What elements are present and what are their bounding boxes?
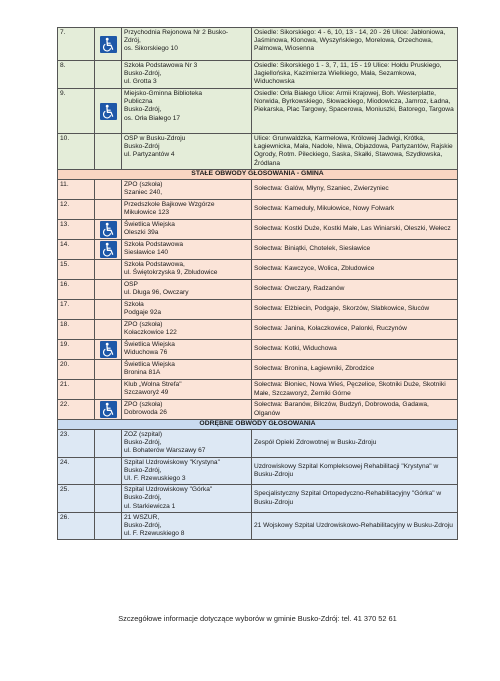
station-number: 23. [58, 430, 95, 458]
address-line: Busko-Zdrój, [124, 439, 162, 447]
address-line: Szkoła Podstawowa, [124, 261, 185, 268]
accessibility-cell [95, 380, 122, 400]
address-line: Szkoła Podstawowa Nr 3 [124, 62, 198, 69]
accessibility-cell [95, 240, 122, 260]
table-row [58, 28, 458, 61]
address-line: Widuchowa 76 [124, 349, 168, 357]
accessibility-cell [95, 200, 122, 220]
footer-contact-info: Szczegółowe informacje dotyczące wyborów w gminie Busko-Zdrój: tel. 41 370 52 61 [118, 614, 397, 623]
station-address [122, 320, 252, 340]
table-row [58, 300, 458, 320]
address-line: os. Sikorskiego 10 [124, 45, 178, 53]
table-row [58, 340, 458, 360]
district-area: 21 Wojskowy Szpital Uzdrowiskowo-Rehabilitacyjny w Busku-Zdroju [252, 512, 458, 540]
wheelchair-icon [100, 36, 117, 53]
station-number: 21. [58, 380, 95, 400]
station-address [122, 260, 252, 280]
district-area: Sołectwa: Elżbiecin, Podgaje, Skorzów, Słabkowice, Słuców [252, 300, 458, 320]
wheelchair-icon [100, 241, 117, 258]
station-number: 25. [58, 485, 95, 513]
district-area: Sołectwa: Kotki, Widuchowa [252, 340, 458, 360]
address-line: Przychodnia Rejonowa Nr 2 Busko- [124, 29, 229, 36]
station-number: 10. [58, 134, 95, 170]
section-header-gmina [58, 170, 458, 180]
station-address [122, 300, 252, 320]
accessibility-cell [95, 360, 122, 380]
address-line: Busko-Zdrój, [124, 494, 162, 502]
address-line: ul. Starkiewicza 1 [124, 502, 176, 510]
address-line: Świetlica Wiejska [124, 221, 175, 228]
station-number: 19. [58, 340, 95, 360]
district-area: Sołectwa: Galów, Młyny, Szaniec, Zwierzyniec [252, 180, 458, 200]
accessibility-cell [95, 400, 122, 420]
address-line: ul. Długa 96, Owczary [124, 289, 189, 297]
table-row [58, 485, 458, 513]
station-address [122, 200, 252, 220]
address-line: ul. Świętokrzyska 9, Zbludowice [124, 269, 218, 277]
address-line: Klub „Wolna Strefa" [124, 381, 182, 388]
address-line: Siesławice 140 [124, 249, 168, 257]
table-row [58, 180, 458, 200]
district-area: Sołectwa: Owczary, Radzanów [252, 280, 458, 300]
accessibility-cell [95, 89, 122, 134]
address-line: Szaniec 240, [124, 189, 163, 197]
address-line: Świetlica Wiejska [124, 361, 175, 368]
district-area: Zespół Opieki Zdrowotnej w Busku-Zdroju [252, 430, 458, 458]
accessibility-cell [95, 457, 122, 485]
accessibility-cell [95, 134, 122, 170]
district-area: Osiedle: Sikorskiego 1 - 3, 7, 11, 15 - 19 Ulice: Hołdu Pruskiego, Jagiellońska, Kazimierza Wielkiego, Mała, Sezamkowa, Widuchowska [252, 61, 458, 89]
station-address [122, 360, 252, 380]
station-number: 18. [58, 320, 95, 340]
station-address [122, 61, 252, 89]
address-line: os. Orła Białego 17 [124, 114, 181, 122]
district-area: Ulice: Grunwaldzka, Karmelowa, Królowej Jadwigi, Krótka, Łagiewnicka, Mała, Nadole, Niwa, Objazdowa, Partyzantów, Rajskie Ogrody, Rotm. Pileckiego, Saska, Skałki, Stawowa, Szydłowska, Źródlana [252, 134, 458, 170]
address-line: Mikułowice 123 [124, 209, 170, 217]
table-row [58, 200, 458, 220]
section-title: STAŁE OBWODY GŁOSOWANIA - GMINA [58, 170, 458, 180]
polling-stations-table [57, 27, 458, 540]
address-line: Busko-Zdrój, [124, 106, 162, 114]
address-line: Oleszki 39a [124, 229, 159, 237]
address-line: ul. Grotta 3 [124, 78, 157, 86]
address-line: Zdrój, [124, 37, 141, 45]
district-area: Uzdrowiskowy Szpital Kompleksowej Rehabilitacji "Krystyna" w Busku-Zdroju [252, 457, 458, 485]
accessibility-cell [95, 340, 122, 360]
station-number: 20. [58, 360, 95, 380]
district-area: Sołectwa: Bronina, Łagiewniki, Zbrodzice [252, 360, 458, 380]
station-number: 17. [58, 300, 95, 320]
station-address [122, 380, 252, 400]
station-number: 7. [58, 28, 95, 61]
station-address [122, 400, 252, 420]
table-row [58, 512, 458, 540]
accessibility-cell [95, 300, 122, 320]
accessibility-cell [95, 61, 122, 89]
address-line: ul. Partyzantów 4 [124, 151, 175, 159]
address-line: Podgaje 92a [124, 309, 162, 317]
station-number: 8. [58, 61, 95, 89]
section-header-odrebne [58, 420, 458, 430]
accessibility-cell [95, 280, 122, 300]
station-address [122, 457, 252, 485]
table-row [58, 360, 458, 380]
accessibility-cell [95, 28, 122, 61]
station-number: 13. [58, 220, 95, 240]
accessibility-cell [95, 260, 122, 280]
accessibility-cell [95, 512, 122, 540]
wheelchair-icon [100, 401, 117, 418]
address-line: Szkoła Podstawowa [124, 241, 184, 248]
district-area: Sołectwa: Biniątki, Chotelek, Siesławice [252, 240, 458, 260]
wheelchair-icon [100, 103, 117, 120]
station-number: 24. [58, 457, 95, 485]
station-address [122, 512, 252, 540]
district-area: Specjalistyczny Szpital Ortopedyczno-Rehabilitacyjny "Górka" w Busku-Zdroju [252, 485, 458, 513]
station-address [122, 340, 252, 360]
address-line: ul. Bohaterów Warszawy 67 [124, 447, 206, 455]
table-row [58, 61, 458, 89]
station-address [122, 280, 252, 300]
address-line: Publiczna [124, 98, 153, 106]
address-line: OSP w Busku-Zdroju [124, 135, 186, 142]
station-number: 12. [58, 200, 95, 220]
table-row [58, 134, 458, 170]
district-area: Sołectwa: Błoniec, Nowa Wieś, Pęczelice, Skotniki Duże, Skotniki Małe, Szczaworyż, Żerniki Górne [252, 380, 458, 400]
station-number: 26. [58, 512, 95, 540]
address-line: 21 WSZUR, [124, 513, 160, 521]
district-area: Sołectwa: Kawczyce, Wolica, Zbludowice [252, 260, 458, 280]
address-line: Busko-Zdrój, [124, 522, 162, 530]
district-area: Sołectwa: Janina, Kołaczkowice, Palonki, Ruczynów [252, 320, 458, 340]
accessibility-cell [95, 430, 122, 458]
station-address [122, 134, 252, 170]
station-address [122, 485, 252, 513]
address-line: Kołaczkowice 122 [124, 329, 177, 337]
table-row [58, 400, 458, 420]
address-line: Szpital Uzdrowiskowy "Krystyna" [124, 458, 220, 466]
accessibility-cell [95, 220, 122, 240]
address-line: OSP [124, 281, 138, 288]
address-line: Miejsko-Gminna Biblioteka [124, 90, 203, 97]
table-row [58, 280, 458, 300]
address-line: Busko-Zdrój, [124, 70, 162, 78]
address-line: Busko-Zdrój [124, 143, 160, 151]
address-line: ZPO (szkoła) [124, 401, 163, 408]
address-line: ZPO (szkoła) [124, 321, 163, 328]
address-line: Szpital Uzdrowiskowy "Górka" [124, 486, 213, 494]
accessibility-cell [95, 180, 122, 200]
table-row [58, 457, 458, 485]
station-address [122, 240, 252, 260]
station-number: 22. [58, 400, 95, 420]
address-line: ZOZ (szpital) [124, 431, 163, 438]
address-line: Przedszkole Bajkowe Wzgórze [124, 201, 215, 208]
district-area: Sołectwa: Baranów, Bilczów, Budzyń, Dobrowoda, Gadawa, Olganów [252, 400, 458, 420]
station-number: 14. [58, 240, 95, 260]
address-line: Bronina 81A [124, 369, 161, 377]
station-number: 15. [58, 260, 95, 280]
wheelchair-icon [100, 221, 117, 238]
station-address [122, 430, 252, 458]
district-area: Osiedle: Sikorskiego: 4 - 6, 10, 13 - 14, 20 - 26 Ulice: Jabłoniowa, Jaśminowa, Klonowa, Wyszyńskiego, Morelowa, Orzechowa, Palmowa, Wiosenna [252, 28, 458, 61]
station-address [122, 28, 252, 61]
table-row [58, 220, 458, 240]
district-area: Osiedle: Orła Białego Ulice: Armii Krajowej, Boh. Westerplatte, Norwida, Byrkowskiego, Słowackiego, Miodowicza, Jamroz, Ładna, Piekarska, Plac Targowy, Spacerowa, Moniuszki, Batorego, Targowa [252, 89, 458, 134]
district-area: Sołectwa: Kameduły, Mikułowice, Nowy Folwark [252, 200, 458, 220]
address-line: ul. F. Rzewuskiego 8 [124, 530, 185, 538]
table-row [58, 89, 458, 134]
station-address [122, 89, 252, 134]
district-area: Sołectwa: Kostki Duże, Kostki Małe, Las Winiarski, Oleszki, Wełecz [252, 220, 458, 240]
station-number: 11. [58, 180, 95, 200]
wheelchair-icon [100, 341, 117, 358]
address-line: Busko-Zdrój, [124, 466, 162, 474]
table-row [58, 380, 458, 400]
table-row [58, 240, 458, 260]
station-number: 16. [58, 280, 95, 300]
station-address [122, 220, 252, 240]
table-row [58, 320, 458, 340]
accessibility-cell [95, 485, 122, 513]
table-row [58, 430, 458, 458]
address-line: ZPO (szkoła) [124, 181, 163, 188]
address-line: Szczaworyż 49 [124, 389, 169, 397]
station-number: 9. [58, 89, 95, 134]
station-address [122, 180, 252, 200]
accessibility-cell [95, 320, 122, 340]
address-line: Szkoła [124, 301, 144, 308]
address-line: Ul. F. Rzewuskiego 3 [124, 475, 186, 483]
address-line: Świetlica Wiejska [124, 341, 175, 348]
table-row [58, 260, 458, 280]
section-title: ODRĘBNE OBWODY GŁOSOWANIA [58, 420, 458, 430]
address-line: Dobrowoda 26 [124, 409, 167, 417]
